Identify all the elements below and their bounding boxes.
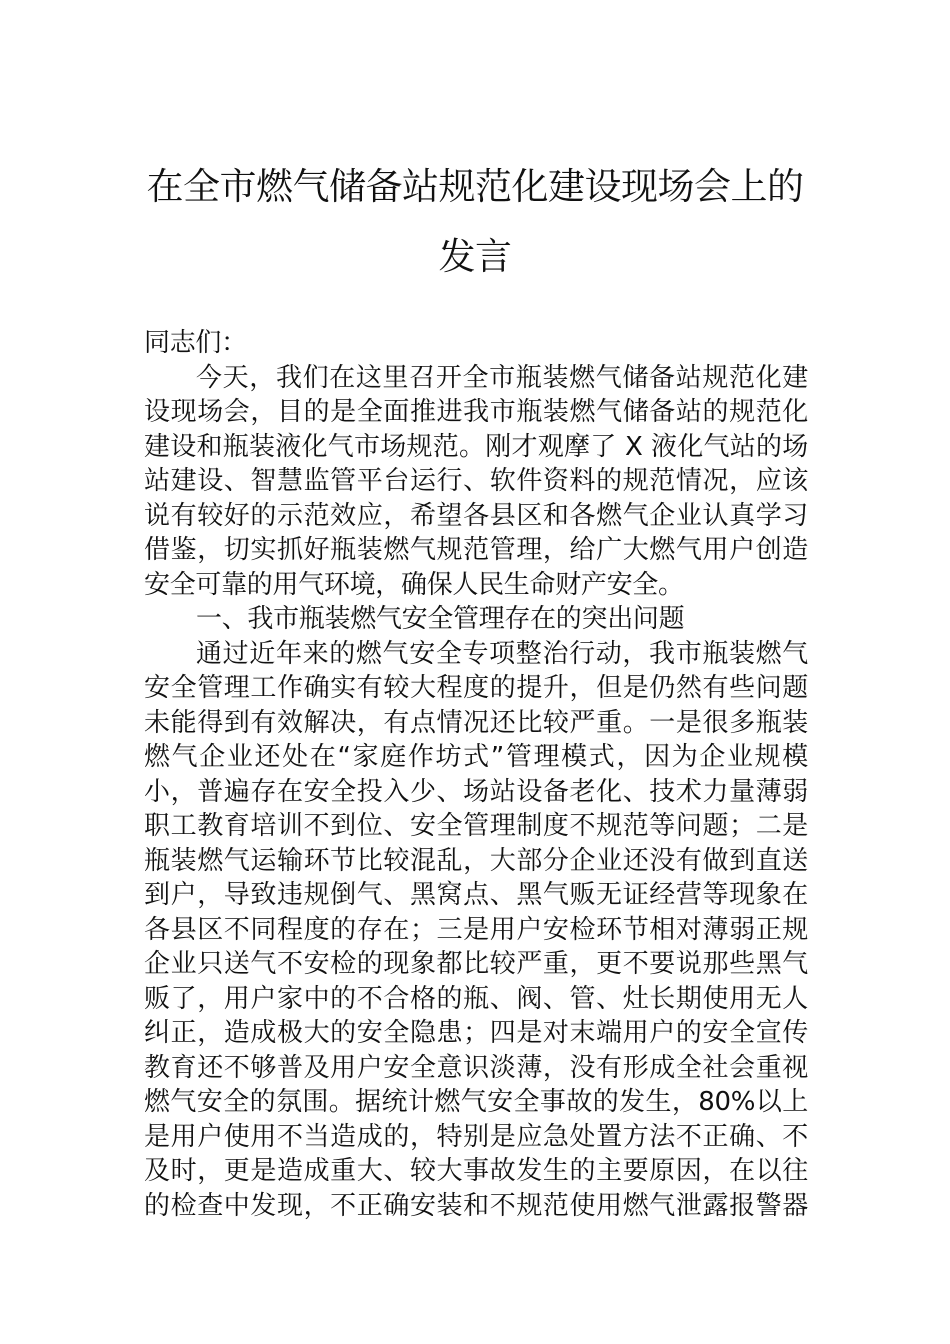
paragraph-line: 燃气企业还处在“家庭作坊式”管理模式，因为企业规模: [144, 742, 808, 772]
paragraph-line: 建设和瓶装液化气市场规范。刚才观摩了 X 液化气站的场: [144, 431, 808, 462]
paragraph-line: 今天，我们在这里召开全市瓶装燃气储备站规范化建: [196, 362, 808, 393]
paragraph-line: 到户，导致违规倒气、黑窝点、黑气贩无证经营等现象在: [144, 880, 808, 910]
paragraph-line: 的检查中发现，不正确安装和不规范使用燃气泄露报警器: [144, 1190, 808, 1221]
paragraph-line: 安全管理工作确实有较大程度的提升，但是仍然有些问题: [144, 673, 808, 703]
paragraph-line: 燃气安全的氛围。据统计燃气安全事故的发生，80%以上: [144, 1087, 808, 1117]
paragraph-line: 站建设、智慧监管平台运行、软件资料的规范情况，应该: [144, 466, 808, 496]
section-heading: 一、我市瓶装燃气安全管理存在的突出问题: [196, 604, 685, 634]
document-body: [144, 326, 808, 1223]
paragraph-line: 教育还不够普及用户安全意识淡薄，没有形成全社会重视: [144, 1052, 808, 1083]
paragraph-line: 设现场会，目的是全面推进我市瓶装燃气储备站的规范化: [144, 397, 808, 427]
paragraph-line: 安全可靠的用气环境，确保人民生命财产安全。: [144, 569, 684, 600]
paragraph-line: 未能得到有效解决，有点情况还比较严重。一是很多瓶装: [144, 707, 808, 738]
paragraph-line: 贩了，用户家中的不合格的瓶、阀、管、灶长期使用无人: [144, 983, 808, 1014]
paragraph-line: 小，普遍存在安全投入少、场站设备老化、技术力量薄弱: [144, 776, 808, 807]
document-title-line-2: 发言: [438, 235, 512, 278]
paragraph-line: 借鉴，切实抓好瓶装燃气规范管理，给广大燃气用户创造: [144, 535, 808, 565]
paragraph-line: 职工教育培训不到位、安全管理制度不规范等问题；二是: [144, 811, 808, 841]
paragraph-line: 通过近年来的燃气安全专项整治行动，我市瓶装燃气: [196, 638, 808, 669]
paragraph-line: 是用户使用不当造成的，特别是应急处置方法不正确、不: [144, 1121, 808, 1152]
paragraph-line: 瓶装燃气运输环节比较混乱，大部分企业还没有做到直送: [144, 845, 808, 876]
paragraph-line: 各县区不同程度的存在；三是用户安检环节相对薄弱正规: [144, 914, 808, 945]
paragraph-line: 企业只送气不安检的现象都比较严重，更不要说那些黑气: [144, 949, 808, 979]
salutation: 同志们：: [144, 328, 247, 358]
paragraph-line: 纠正，造成极大的安全隐患；四是对末端用户的安全宣传: [144, 1018, 808, 1048]
document-title-line-1: 在全市燃气储备站规范化建设现场会上的: [146, 165, 804, 208]
paragraph-line: 及时，更是造成重大、较大事故发生的主要原因，在以往: [144, 1156, 808, 1186]
paragraph-line: 说有较好的示范效应，希望各县区和各燃气企业认真学习: [144, 500, 808, 531]
